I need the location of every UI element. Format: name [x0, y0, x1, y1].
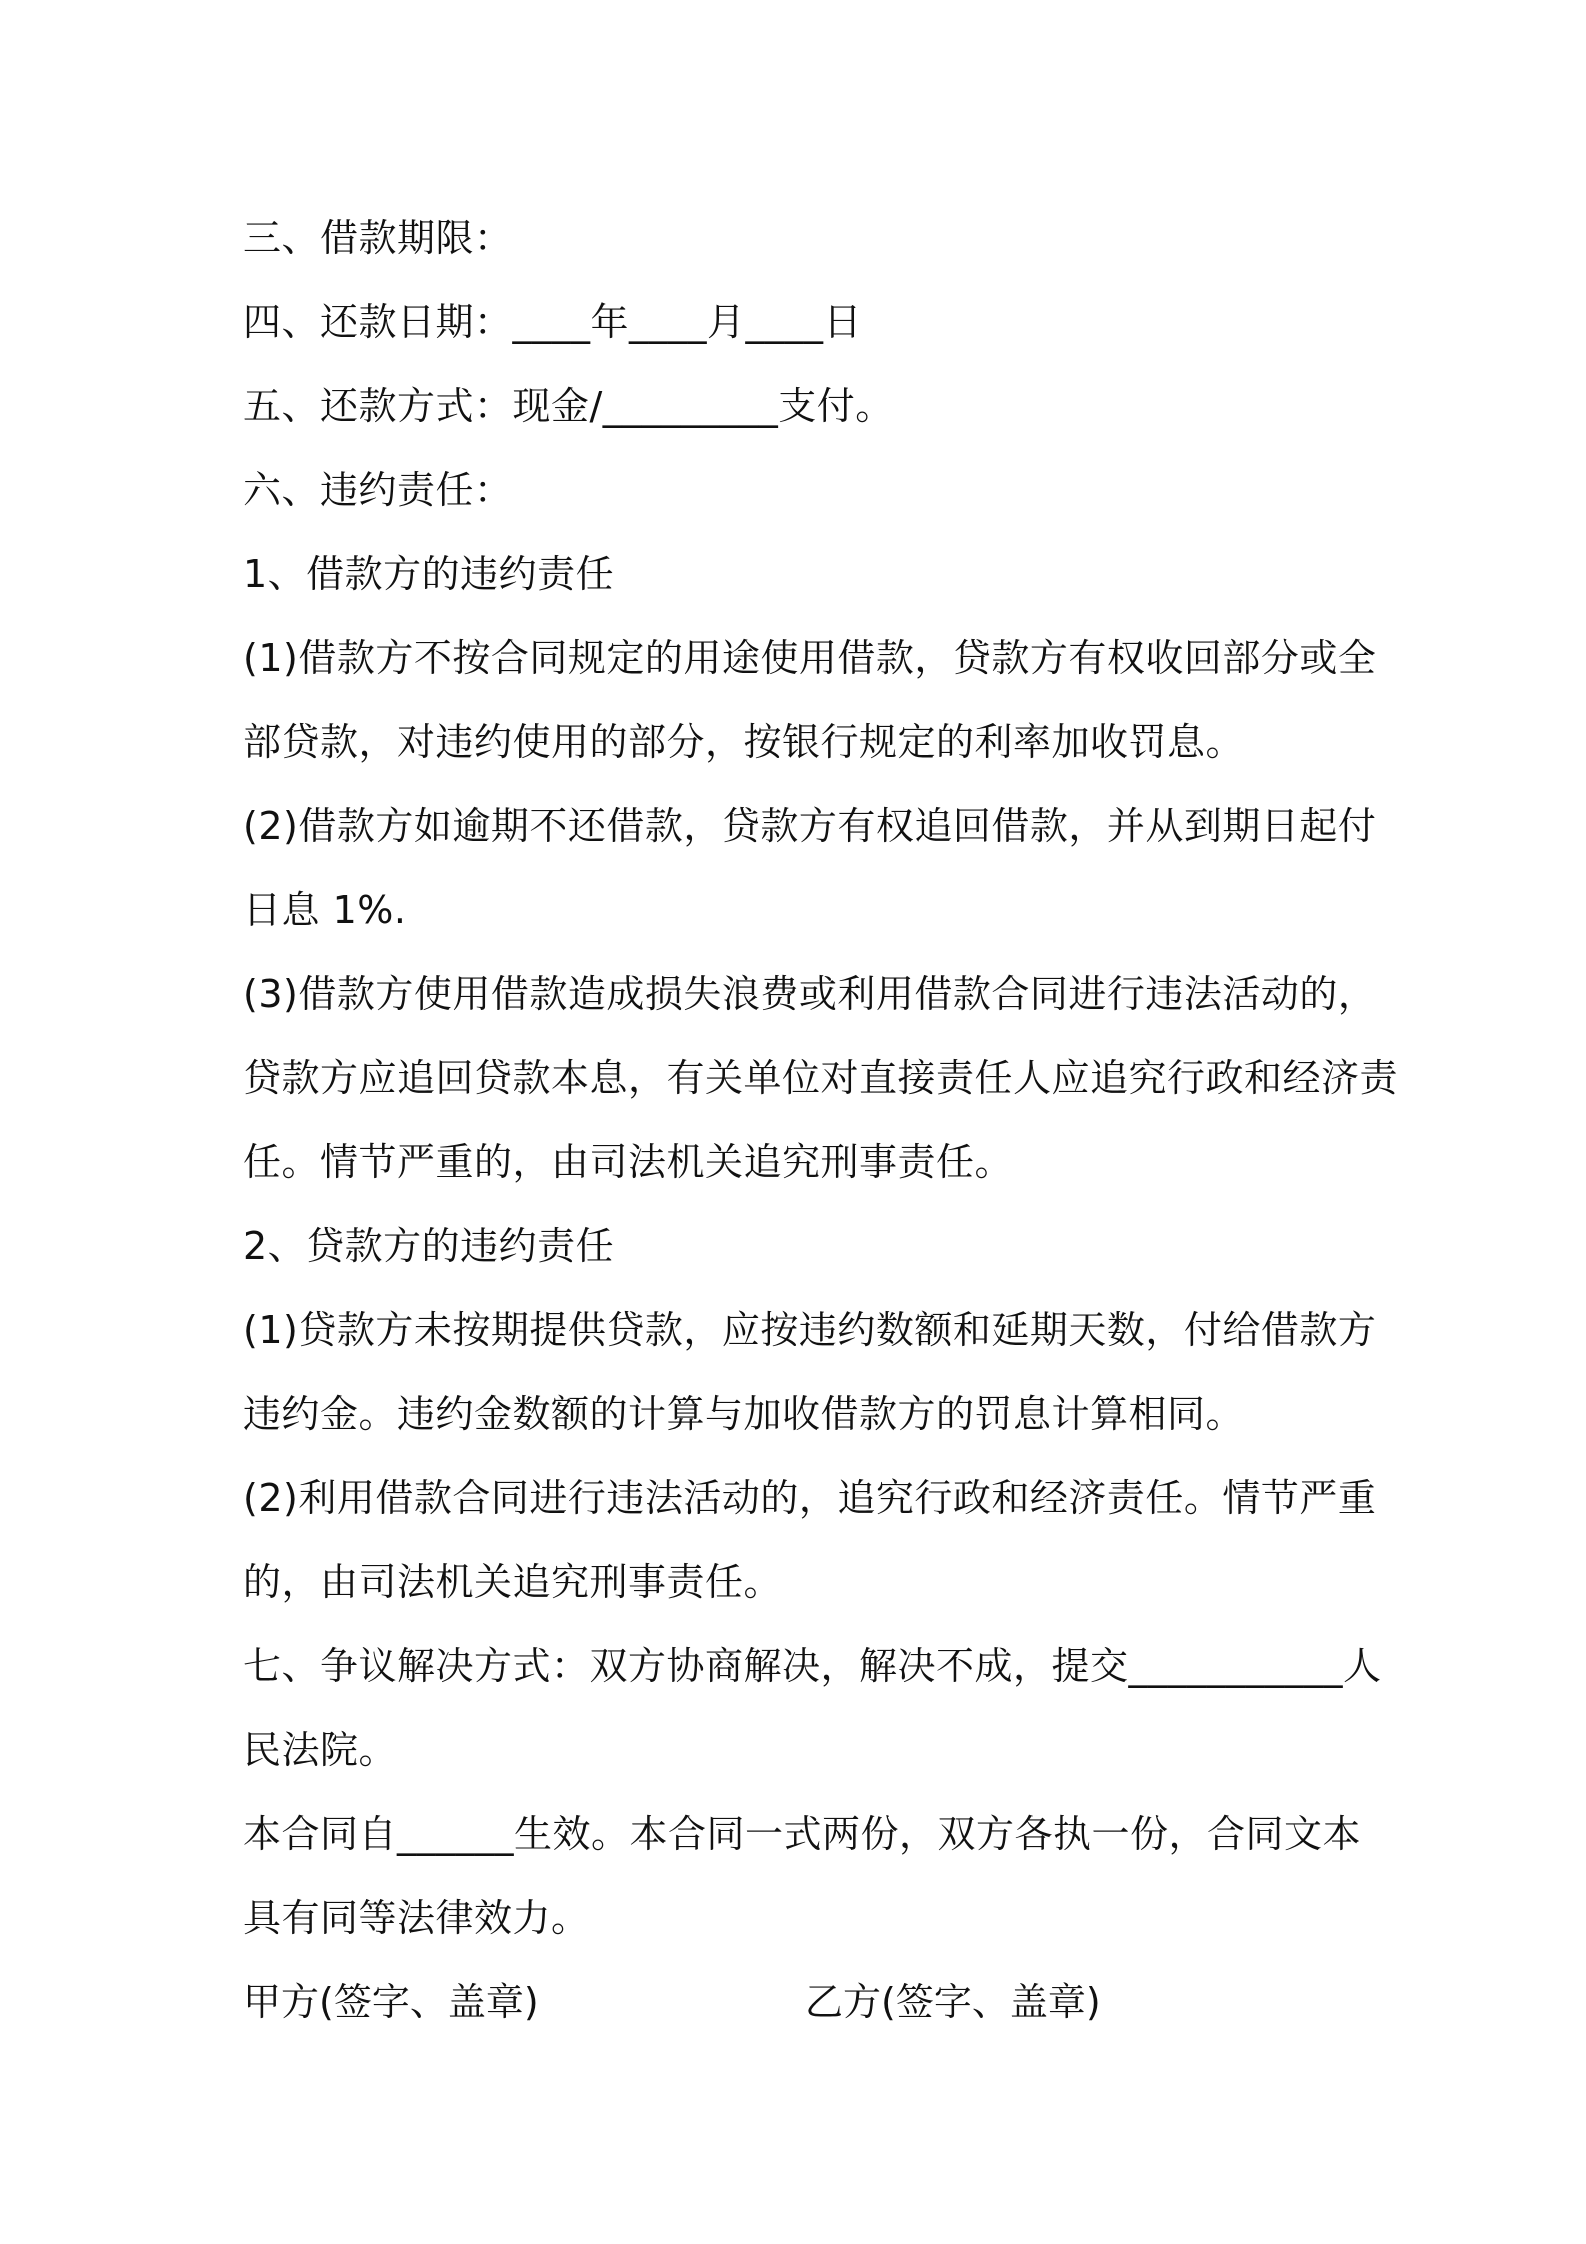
clause-text: 部贷款，对违约使用的部分，按银行规定的利率加收罚息。	[243, 720, 1245, 764]
clause-text: 民法院。	[243, 1728, 398, 1772]
clause-text: (1)借款方不按合同规定的用途使用借款，贷款方有权收回部分或全	[243, 636, 1377, 680]
subsection-borrower-liability: 1、借款方的违约责任	[243, 552, 615, 596]
clause-text: (1)贷款方未按期提供贷款，应按违约数额和延期天数，付给借款方	[243, 1308, 1377, 1352]
section-dispute-resolution: 七、争议解决方式：双方协商解决，解决不成，提交___________人	[243, 1644, 1382, 1688]
section-breach-liability: 六、违约责任：	[243, 468, 513, 512]
clause-text: (2)利用借款合同进行违法活动的，追究行政和经济责任。情节严重	[243, 1476, 1377, 1520]
section-loan-term: 三、借款期限：	[243, 216, 513, 260]
clause-text: 日息 1%.	[243, 888, 407, 932]
clause-text: 具有同等法律效力。	[243, 1896, 590, 1940]
clause-text: 贷款方应追回贷款本息，有关单位对直接责任人应追究行政和经济责	[243, 1056, 1399, 1100]
party-a-signature: 甲方(签字、盖章)	[243, 1980, 539, 2024]
clause-text: 违约金。违约金数额的计算与加收借款方的罚息计算相同。	[243, 1392, 1245, 1436]
clause-text: 的，由司法机关追究刑事责任。	[243, 1560, 783, 1604]
clause-text: (2)借款方如逾期不还借款，贷款方有权追回借款，并从到期日起付	[243, 804, 1377, 848]
party-b-signature: 乙方(签字、盖章)	[805, 1980, 1101, 2024]
section-repayment-method: 五、还款方式：现金/_________支付。	[243, 384, 894, 428]
effective-clause: 本合同自______生效。本合同一式两份，双方各执一份，合同文本	[243, 1812, 1362, 1856]
contract-body	[243, 196, 1399, 2044]
clause-text: 任。情节严重的，由司法机关追究刑事责任。	[243, 1140, 1014, 1184]
clause-text: (3)借款方使用借款造成损失浪费或利用借款合同进行违法活动的，	[243, 972, 1377, 1016]
section-repayment-date: 四、还款日期：____年____月____日	[243, 300, 863, 344]
signature-row	[243, 1960, 1363, 2044]
subsection-lender-liability: 2、贷款方的违约责任	[243, 1224, 615, 1268]
